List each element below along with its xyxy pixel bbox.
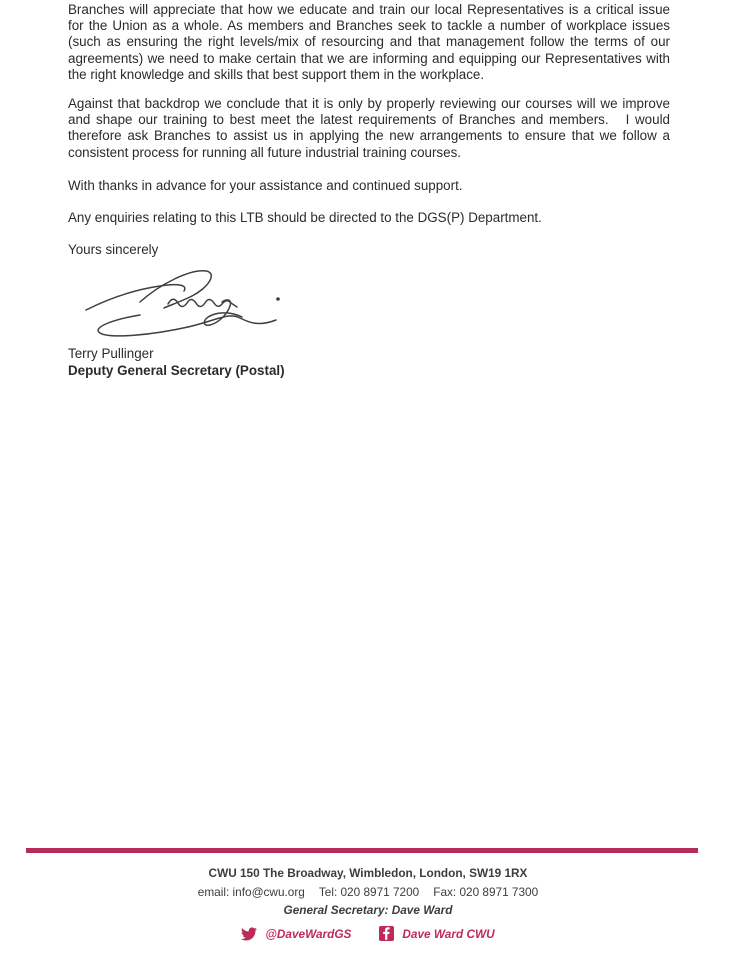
closing-salutation: Yours sincerely: [68, 242, 159, 258]
facebook-icon: [379, 926, 394, 941]
facebook-name: Dave Ward CWU: [402, 926, 495, 941]
body-paragraph-3: With thanks in advance for your assistance and continued support.: [68, 177, 463, 193]
letter-footer: [0, 848, 736, 941]
footer-tel: Tel: 020 8971 7200: [318, 885, 420, 899]
body-paragraph-4: Any enquiries relating to this LTB should be directed to the DGS(P) Department.: [68, 210, 542, 226]
signature-image: [80, 262, 284, 340]
footer-divider-rule: [26, 848, 698, 853]
signer-title: Deputy General Secretary (Postal): [68, 362, 285, 378]
letter-body: [68, 2, 670, 379]
body-paragraph-2: Against that backdrop we conclude that it is only by properly reviewing our courses will we improve and shape our training to best meet the latest requirements of Branches and members. I would therefore ask Branches to assist us in applying the new arrangements to ensure that we follow a consistent process for running all future industrial training courses.: [68, 96, 670, 160]
signer-name: Terry Pullinger: [68, 346, 154, 362]
twitter-handle: @DaveWardGS: [265, 926, 352, 941]
footer-social-line: [0, 926, 736, 941]
footer-contact-line: [0, 885, 736, 899]
body-paragraph-1: Branches will appreciate that how we educate and train our local Representatives is a critical issue for the Union as a whole. As members and Branches seek to tackle a number of workplace issues (such as ensuring the right levels/mix of resourcing and that management follow the terms of our agreements) we need to make certain that we are informing and equipping our Representatives with the right knowledge and skills that best support them in the workplace.: [68, 2, 670, 82]
footer-fax: Fax: 020 8971 7300: [433, 885, 539, 899]
footer-address: CWU 150 The Broadway, Wimbledon, London, SW19 1RX: [208, 866, 528, 880]
footer-general-secretary: General Secretary: Dave Ward: [283, 903, 453, 917]
footer-email: email: info@cwu.org: [197, 885, 305, 899]
twitter-icon: [241, 927, 257, 941]
